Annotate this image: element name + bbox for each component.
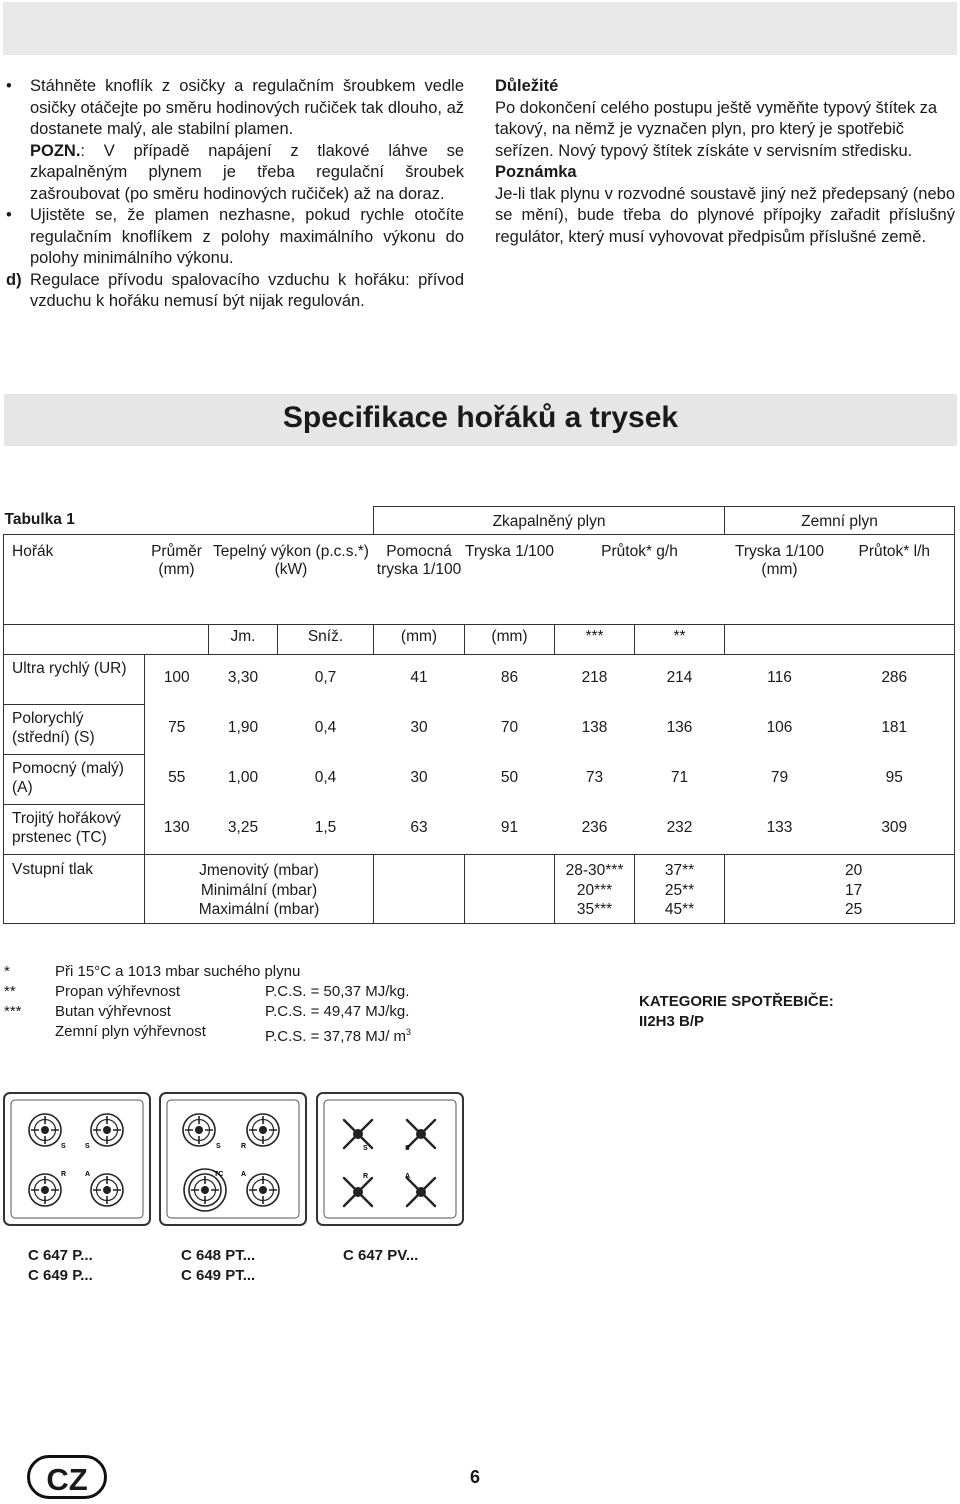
pressure-propane xyxy=(635,855,725,924)
pressure-max-label: Maximální (mbar) xyxy=(198,901,320,918)
burner-label: A xyxy=(405,1173,411,1180)
pressure-ng xyxy=(725,855,955,924)
note-label: POZN. xyxy=(30,141,81,160)
models-group-3 xyxy=(343,1246,418,1266)
row-cell: 116 xyxy=(767,669,792,686)
pressure-value: 25 xyxy=(845,901,863,918)
right-column xyxy=(495,76,955,248)
row-cell: 236 xyxy=(555,805,635,855)
row-cell: 79 xyxy=(770,768,789,786)
subheader-empty xyxy=(4,625,145,655)
hob-diagram-1 xyxy=(4,1093,150,1225)
pressure-min-label: Minimální (mbar) xyxy=(200,881,318,899)
subheader-bypass-unit: (mm) xyxy=(374,625,465,655)
burner-label: R xyxy=(363,1173,369,1180)
pressure-value: 35*** xyxy=(576,901,613,918)
model-name: C 647 PV... xyxy=(343,1247,419,1264)
row-cell: 73 xyxy=(585,768,604,786)
model-name: C 649 P... xyxy=(28,1267,93,1284)
subheader-empty xyxy=(725,625,835,655)
instruction-bullet-1 xyxy=(6,76,464,205)
header-heat-output: Tepelný výkon (p.c.s.*) (kW) xyxy=(209,535,374,625)
footnote-superscript: 3 xyxy=(406,1027,412,1037)
models-group-2 xyxy=(181,1246,255,1286)
footnote-text: Butan výhřevnost xyxy=(55,1003,171,1020)
pressure-empty xyxy=(374,855,465,924)
instruction-bullet-2 xyxy=(6,205,464,270)
spec-table xyxy=(3,506,955,924)
pressure-value: 28-30*** xyxy=(565,862,624,879)
footnote xyxy=(4,1022,524,1045)
row-burner-name: Trojitý hořákový prstenec (TC) xyxy=(4,805,145,855)
footnote-value: P.C.S. = 50,37 MJ/kg. xyxy=(265,983,410,1000)
footnote-value: P.C.S. = 49,47 MJ/kg. xyxy=(265,1003,410,1020)
step-label: d) xyxy=(6,270,22,289)
row-cell: 55 xyxy=(168,768,186,786)
model-name: C 648 PT... xyxy=(181,1247,256,1264)
row-burner-name: Polorychlý (střední) (S) xyxy=(4,705,145,755)
section-banner xyxy=(4,394,957,446)
table-row xyxy=(4,705,955,755)
spec-table-wrapper xyxy=(3,506,955,924)
subheader-nominal: Jm. xyxy=(209,625,278,655)
footnote-text: Zemní plyn výhřevnost xyxy=(55,1023,206,1040)
table-caption-cell xyxy=(4,507,374,535)
burner-label: A xyxy=(241,1171,247,1178)
row-cell: 309 xyxy=(835,805,955,855)
row-cell: 133 xyxy=(725,805,835,855)
row-cell: 0,4 xyxy=(314,768,337,786)
row-cell: 95 xyxy=(835,755,955,805)
left-column xyxy=(6,76,464,313)
model-name: C 647 P... xyxy=(28,1247,93,1264)
row-cell: 136 xyxy=(666,718,693,736)
row-cell: 70 xyxy=(500,718,519,736)
row-cell: 71 xyxy=(670,768,689,786)
pressure-value: 17 xyxy=(845,881,863,899)
burner-label: R xyxy=(241,1143,247,1150)
pressure-value: 20 xyxy=(845,862,863,879)
row-cell: 63 xyxy=(374,805,465,855)
subheader-butane: *** xyxy=(555,625,635,655)
group-natural-gas: Zemní plyn xyxy=(725,507,955,535)
row-cell: 130 xyxy=(145,805,209,855)
row-cell: 30 xyxy=(410,768,428,786)
pressure-names xyxy=(145,855,374,924)
pressure-row xyxy=(4,855,955,924)
footnote xyxy=(4,1002,524,1022)
header-diameter: Průměr (mm) xyxy=(145,535,209,625)
pressure-value: 37** xyxy=(664,862,695,879)
row-cell: 30 xyxy=(410,718,428,736)
row-cell: 3,30 xyxy=(227,669,259,686)
hob-diagrams xyxy=(3,1090,465,1230)
header-bypass: Pomocná tryska 1/100 xyxy=(374,535,465,625)
pressure-empty xyxy=(465,855,555,924)
footnotes xyxy=(4,962,524,1045)
note-text: : V případě napájení z tlakové láhve se zkapalněným plynem je třeba regulační šroubek zašroubovat (po směru hodinových ručiček) až na doraz. xyxy=(30,141,464,203)
header-flow-lpg: Průtok* g/h xyxy=(555,535,725,625)
subheader-nozzle-unit: (mm) xyxy=(465,625,555,655)
page-number: 6 xyxy=(470,1467,481,1487)
instruction-text: Ujistěte se, že plamen nezhasne, pokud rychle otočíte regulačním knoflíkem z polohy maximálního výkonu do polohy minimálního výkonu. xyxy=(30,206,464,267)
row-cell: 100 xyxy=(163,669,190,686)
header-flow-ng: Průtok* l/h xyxy=(835,535,955,625)
footnote-mark: ** xyxy=(4,983,16,1000)
table-group-row xyxy=(4,507,955,535)
footnote-mark: * xyxy=(4,963,10,980)
table-row xyxy=(4,655,955,705)
burner-label: A xyxy=(85,1171,91,1178)
row-cell: 286 xyxy=(835,655,955,705)
top-header-bar xyxy=(3,2,957,55)
important-heading: Důležité xyxy=(495,77,559,95)
table-subheader-row xyxy=(4,625,955,655)
pressure-value: 20*** xyxy=(576,881,613,899)
models-group-1 xyxy=(28,1246,93,1286)
burner-label: R xyxy=(61,1171,67,1178)
pressure-value: 25** xyxy=(664,881,695,899)
row-cell: 1,00 xyxy=(227,768,259,786)
burner-label: TC xyxy=(214,1171,224,1178)
footnote-mark: *** xyxy=(4,1003,22,1020)
category-value: II2H3 B/P xyxy=(639,1013,705,1030)
footnote-text: Při 15°C a 1013 mbar suchého plynu xyxy=(55,963,301,980)
bullet-dot: • xyxy=(6,206,12,224)
burner-label: S xyxy=(216,1143,221,1150)
row-cell: 86 xyxy=(500,669,519,686)
row-cell: 3,25 xyxy=(209,805,278,855)
row-burner-name: Ultra rychlý (UR) xyxy=(4,655,145,705)
subheader-propane: ** xyxy=(635,625,725,655)
row-cell: 232 xyxy=(635,805,725,855)
burner-label: S xyxy=(405,1145,410,1152)
note-text: Je-li tlak plynu v rozvodné soustavě jiný než předepsaný (nebo se mění), bude třeba do plynové přípojky zařadit příslušný regulátor, který musí vyhovovat předpisům příslušné země. xyxy=(495,184,955,246)
category-label: KATEGORIE SPOTŘEBIČE: xyxy=(639,993,834,1010)
subheader-reduced: Sníž. xyxy=(278,625,374,655)
step-text: Regulace přívodu spalovacího vzduchu k hořáku: přívod vzduchu k hořáku nemusí být nijak regulován. xyxy=(30,270,464,310)
burner-label: S xyxy=(61,1143,66,1150)
footnote xyxy=(4,982,524,1002)
row-cell: 218 xyxy=(581,669,608,686)
appliance-category xyxy=(639,992,834,1032)
row-cell: 106 xyxy=(766,718,793,736)
table-header-row xyxy=(4,535,955,625)
row-cell: 0,4 xyxy=(314,718,337,736)
header-burner: Hořák xyxy=(4,535,145,625)
row-cell: 41 xyxy=(410,669,428,686)
subheader-empty xyxy=(835,625,955,655)
row-cell: 91 xyxy=(465,805,555,855)
row-cell: 50 xyxy=(500,768,519,786)
pressure-nominal-label: Jmenovitý (mbar) xyxy=(199,862,319,879)
row-cell: 181 xyxy=(835,705,955,755)
model-name: C 649 PT... xyxy=(181,1267,256,1284)
bullet-dot: • xyxy=(6,77,12,95)
table-caption: Tabulka 1 xyxy=(4,510,75,528)
row-cell: 1,90 xyxy=(227,718,259,736)
burner-label: S xyxy=(85,1143,90,1150)
footnote-value xyxy=(265,1022,411,1047)
table-row xyxy=(4,805,955,855)
instruction-text: Stáhněte knoflík z osičky a regulačním šroubkem vedle osičky otáčejte po směru hodinových ručiček tak dlouho, až dostanete malý, ale stabilní plamen. xyxy=(30,77,464,138)
hob-diagram-3 xyxy=(317,1093,463,1225)
hob-diagram-2 xyxy=(160,1093,306,1225)
row-cell: 214 xyxy=(666,669,693,686)
footnote-text: Propan výhřevnost xyxy=(55,983,181,1000)
row-cell: 1,5 xyxy=(278,805,374,855)
instruction-step-d xyxy=(6,270,464,313)
header-nozzle-lpg: Tryska 1/100 xyxy=(465,535,555,625)
pressure-label: Vstupní tlak xyxy=(4,855,145,924)
footnote xyxy=(4,962,524,982)
important-text: Po dokončení celého postupu ještě vyměňte typový štítek za takový, na němž je vyznačen plyn, pro který je spotřebič seřízen. Nový typový štítek získáte v servisním středisku. xyxy=(495,98,938,160)
group-lpg: Zkapalněný plyn xyxy=(374,507,725,535)
section-title: Specifikace hořáků a trysek xyxy=(282,401,679,434)
row-cell: 0,7 xyxy=(314,669,337,686)
row-cell: 75 xyxy=(168,718,186,736)
subheader-empty xyxy=(145,625,209,655)
header-nozzle-ng: Tryska 1/100 (mm) xyxy=(725,535,835,625)
note-heading: Poznámka xyxy=(495,163,577,181)
row-cell: 138 xyxy=(581,718,608,736)
footnote-value-text: P.C.S. = 37,78 MJ/ m xyxy=(265,1028,407,1045)
burner-label: S xyxy=(363,1145,368,1152)
row-burner-name: Pomocný (malý) (A) xyxy=(4,755,145,805)
pressure-value: 45** xyxy=(664,901,695,918)
pressure-butane xyxy=(555,855,635,924)
language-badge: CZ xyxy=(27,1455,107,1499)
table-row xyxy=(4,755,955,805)
